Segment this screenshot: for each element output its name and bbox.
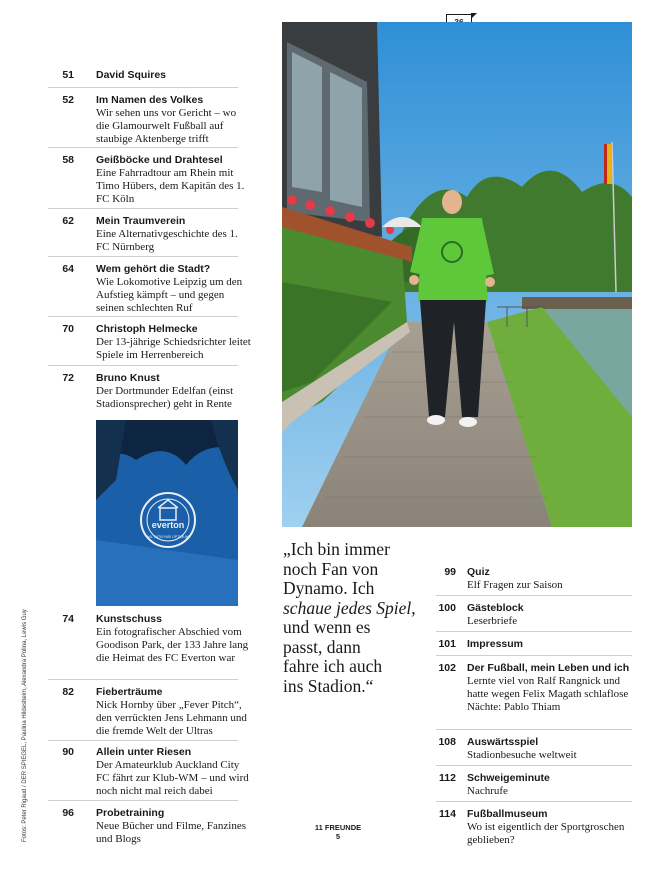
toc-description: Der Dortmunder Edelfan (einst Stadionsprecher) geht in Rente (96, 385, 234, 410)
toc-description: Wir sehen uns vor Gericht – wo die Glamourwelt Fußball auf staubige Aktenberge trifft (96, 107, 237, 145)
toc-page-number: 102 (438, 662, 456, 674)
toc-title: Fußballmuseum (467, 808, 548, 820)
toc-description: Wie Lokomotive Leipzig um den Aufstieg kämpft – und gegen seinen schlechten Ruf (96, 276, 243, 314)
toc-page-number: 114 (439, 808, 456, 820)
toc-page-number: 51 (62, 69, 74, 81)
toc-description: Lernte viel von Ralf Rangnick und hatte wegen Felix Magath schlaflose Nächte: Pablo Thiam (467, 675, 629, 713)
divider (48, 316, 238, 317)
divider (436, 729, 632, 730)
toc-title: David Squires (96, 69, 167, 81)
toc-description: Stadionbesuche weltweit (467, 749, 577, 761)
divider (436, 655, 632, 656)
divider (48, 256, 238, 257)
divider (436, 801, 632, 802)
toc-description: Leserbriefe (467, 615, 518, 627)
photo-credits: Fotos: Peter Rigaud / DER SPIEGEL, Paulina Hildesheim, Alexandra Polina, Lewis Guy (22, 609, 28, 842)
everton-badge-motto: NIL SATIS NISI OPTIMUM (147, 535, 189, 539)
quote-italic: schaue jedes Spiel (283, 597, 412, 618)
toc-title: Bruno Knust (96, 372, 160, 384)
divider (48, 800, 238, 801)
toc-description: Neue Bücher und Filme, Fanzines und Blogs (96, 820, 246, 845)
divider (436, 765, 632, 766)
pull-quote (283, 540, 428, 696)
toc-title: Der Fußball, mein Leben und ich (467, 662, 630, 674)
footer-brand: 11 FREUNDE (314, 823, 362, 832)
toc-page-number: 112 (439, 772, 456, 784)
toc-page-number: 64 (62, 263, 74, 275)
main-photo (282, 22, 632, 527)
toc-title: Auswärtsspiel (467, 736, 539, 748)
toc-title: Kunstschuss (96, 613, 162, 625)
toc-title: Im Namen des Volkes (96, 94, 204, 106)
toc-description: Wo ist eigentlich der Sportgroschen geblieben? (467, 821, 625, 846)
divider (436, 595, 632, 596)
toc-description: Nachrufe (467, 785, 508, 797)
toc-title: Probetraining (96, 807, 165, 819)
toc-description: Der 13-jährige Schiedsrichter leitet Spiele im Herrenbereich (96, 336, 251, 361)
toc-description: Ein fotografischer Abschied vom Goodison Park, der 133 Jahre lang die Heimat des FC Everton war (96, 626, 249, 664)
toc-page-number: 62 (62, 215, 74, 227)
toc-title: Quiz (467, 566, 490, 578)
toc-title: Christoph Helmecke (96, 323, 198, 335)
toc-title: Wem gehört die Stadt? (96, 263, 211, 275)
quote-comma: , (411, 597, 416, 618)
quote-line: noch Fan von (283, 558, 379, 579)
divider (48, 740, 238, 741)
toc-title: Fieberträume (96, 686, 163, 698)
everton-badge-name: everton (151, 520, 185, 530)
toc-title: Schweigeminute (467, 772, 550, 784)
everton-photo (96, 420, 238, 606)
divider (48, 208, 238, 209)
toc-page-number: 96 (62, 807, 74, 819)
quote-line: fahre ich auch (283, 656, 383, 676)
toc-page-number: 108 (438, 736, 456, 748)
toc-description: Der Amateurklub Auckland City FC fährt zur Klub-WM – und wird noch nicht mal reich dabei (96, 759, 249, 797)
toc-page-number: 70 (62, 323, 74, 335)
toc-description: Eine Alternativgeschichte des 1. FC Nürnberg (96, 228, 238, 253)
toc-title: Geißböcke und Drahtesel (96, 154, 223, 166)
quote-line: passt, dann (283, 636, 361, 657)
toc-page-number: 74 (62, 613, 74, 625)
quote-line: Dynamo. Ich (283, 578, 375, 598)
toc-page-number: 100 (438, 602, 456, 614)
toc-description: Eine Fahrradtour am Rhein mit Timo Hübers, dem Kapitän des 1. FC Köln (96, 167, 245, 205)
divider (48, 147, 238, 148)
toc-description: Nick Hornby über „Fever Pitch“, den verrückten Jens Lehmann und die fremde Welt der Ultras (96, 699, 247, 737)
quote-line: „Ich bin immer (283, 539, 390, 559)
toc-description: Elf Fragen zur Saison (467, 579, 563, 591)
toc-title: Allein unter Riesen (96, 746, 192, 758)
divider (436, 631, 632, 632)
footer-page-number: 5 (335, 832, 341, 841)
toc-title: Impressum (467, 638, 524, 650)
toc-page-number: 90 (62, 746, 74, 758)
toc-page-number: 101 (438, 638, 456, 650)
page-footer (300, 823, 376, 841)
toc-page-number: 82 (62, 686, 74, 698)
toc-title: Gästeblock (467, 602, 524, 614)
toc-page-number: 72 (62, 372, 74, 384)
quote-line: ins Stadion.“ (283, 675, 374, 696)
toc-page-number: 58 (62, 154, 74, 166)
toc-page-number: 99 (444, 566, 456, 578)
divider (48, 87, 238, 88)
toc-title: Mein Traumverein (96, 215, 186, 227)
toc-page-number: 52 (62, 94, 74, 106)
quote-line (283, 599, 428, 619)
divider (48, 365, 238, 366)
divider (48, 679, 238, 680)
quote-line: und wenn es (283, 617, 371, 637)
